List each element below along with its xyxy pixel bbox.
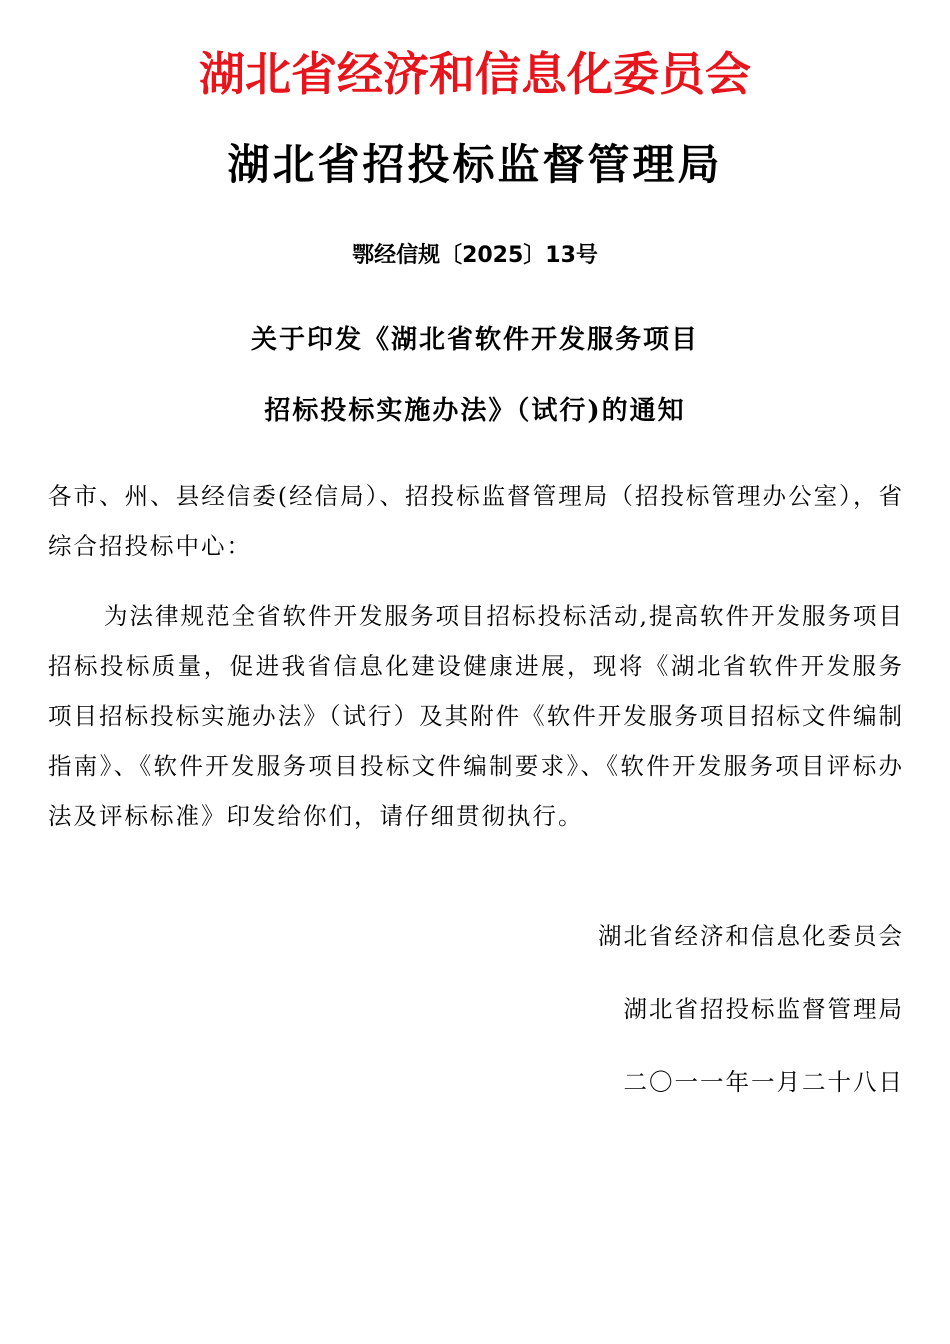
signature-org-2: 湖北省招投标监督管理局 [623,995,904,1023]
document-title-line-2: 招标投标实施办法》（试行)的通知 [264,396,686,426]
signature-date: 二〇一一年一月二十八日 [623,1068,904,1096]
signature-org-1: 湖北省经济和信息化委员会 [598,922,904,950]
body-paragraph: 为法律规范全省软件开发服务项目招标投标活动,提高软件开发服务项目招标投标质量，促进我省信息化建设健康进展，现将《湖北省软件开发服务项目招标投标实施办法》（试行）及其附件《软件开发服务项目招标文件编制指南》、《软件开发服务项目投标文件编制要求》、《软件开发服务项目评标办法及评标标准》印发给你们，请仔细贯彻执行。 [48,602,904,830]
document-number: 鄂经信规〔2025〕13号 [352,243,598,268]
document-title-line-1: 关于印发《湖北省软件开发服务项目 [250,325,699,355]
issuer-red-heading: 湖北省经济和信息化委员会 [199,47,751,101]
recipients-text: 各市、州、县经信委(经信局）、招投标监督管理局（招投标管理办公室），省综合招投标中心： [48,482,904,560]
issuer-black-heading: 湖北省招投标监督管理局 [227,140,723,189]
